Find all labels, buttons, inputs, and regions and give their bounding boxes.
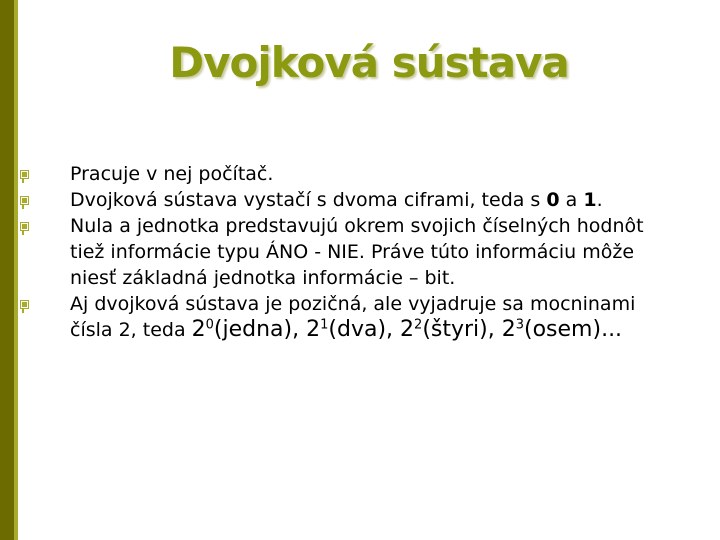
power-label: (dva), [328,317,401,342]
power-base: 2 [501,317,516,342]
power-exponent: 0 [205,317,214,333]
bullet-text: Nula a jednotka predstavujú okrem svojich číselných hodnôt tiež informácie typu ÁNO - NIE. Práve túto informáciu môže niesť základná jednotka informácie – bit. [70,215,644,289]
power-exponent: 2 [414,317,423,333]
power-base: 2 [400,317,415,342]
square-bullet-icon [20,170,29,179]
slide-title: Dvojková sústava [169,38,569,87]
bullet-text: . [596,189,603,211]
list-item [70,187,680,213]
bullet-text: Pracuje v nej počítač. [70,163,274,185]
digit-zero: 0 [546,189,560,211]
bullet-text: Dvojková sústava vystačí s dvoma ciframi, teda s [70,189,547,211]
power-label: (štyri), [422,317,502,342]
list-item [70,291,680,343]
square-bullet-icon [20,222,29,231]
power-label: (osem)... [524,317,623,342]
power-base: 2 [306,317,321,342]
bullet-list [70,161,680,343]
bullet-text: Aj dvojková sústava je pozičná, ale vyjadruje sa mocninami čísla 2, teda [70,293,636,341]
list-item [70,213,680,291]
bullet-text: a [559,189,584,211]
power-exponent: 3 [515,317,525,333]
power-base: 2 [191,317,206,342]
left-accent-bar [0,0,14,540]
square-bullet-icon [20,300,29,309]
power-exponent: 1 [320,317,329,333]
square-bullet-icon [20,196,29,205]
list-item [70,161,680,187]
digit-one: 1 [583,189,597,211]
power-label: (jedna), [213,317,307,342]
